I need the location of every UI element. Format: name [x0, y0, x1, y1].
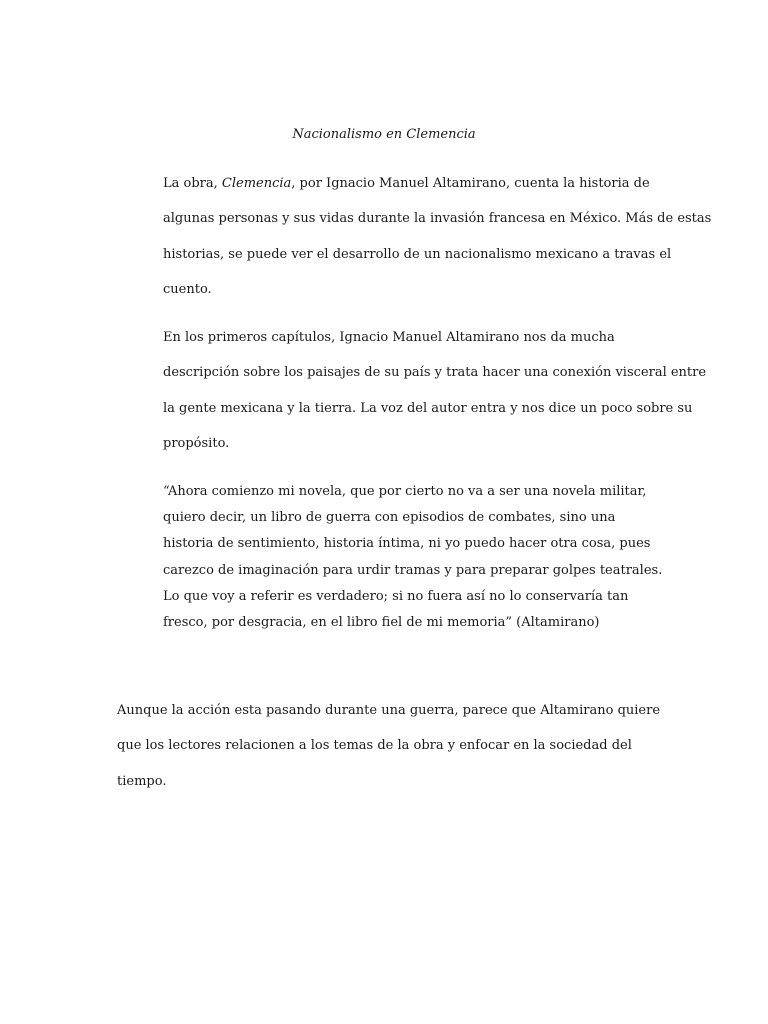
- paragraph-line: la gente mexicana y la tierra. La voz del autor entra y nos dice un poco sobre su: [163, 400, 693, 416]
- quote-line: “Ahora comienzo mi novela, que por cierto no va a ser una novela militar,: [163, 484, 647, 499]
- quote-line: historia de sentimiento, historia íntima, ni yo puedo hacer otra cosa, pues: [163, 536, 651, 552]
- paragraph-line: descripción sobre los paisajes de su país y trata hacer una conexión visceral entre: [163, 365, 707, 381]
- document-title: Nacionalismo en Clemencia: [292, 127, 476, 142]
- text-segment: , por Ignacio Manuel Altamirano, cuenta la historia de: [291, 176, 650, 191]
- text-segment: La obra,: [163, 176, 222, 191]
- block-quote: [163, 479, 663, 636]
- paragraph-conclusion: [117, 693, 661, 799]
- paragraph-line: cuento.: [163, 281, 212, 297]
- quote-line: fresco, por desgracia, en el libro fiel de mi memoria” (Altamirano): [163, 615, 600, 631]
- paragraph-line: propósito.: [163, 435, 230, 451]
- paragraph-line: [117, 166, 652, 201]
- paragraph-line: En los primeros capítulos, Ignacio Manuel Altamirano nos da mucha: [163, 330, 615, 345]
- paragraph-line: historias, se puede ver el desarrollo de un nacionalismo mexicano a travas el: [163, 246, 672, 262]
- paragraph-line: que los lectores relacionen a los temas de la obra y enfocar en la sociedad del: [117, 738, 632, 754]
- paragraph-intro: [117, 166, 712, 307]
- paragraph-chapters: [117, 320, 707, 461]
- paragraph-line: tiempo.: [117, 773, 167, 789]
- quote-line: quiero decir, un libro de guerra con episodios de combates, sino una: [163, 510, 616, 526]
- paragraph-line: Aunque la acción esta pasando durante una guerra, parece que Altamirano quiere: [117, 703, 661, 718]
- quote-line: Lo que voy a referir es verdadero; si no fuera así no lo conservaría tan: [163, 588, 629, 604]
- quote-line: carezco de imaginación para urdir tramas y para preparar golpes teatrales.: [163, 562, 663, 578]
- paragraph-line: algunas personas y sus vidas durante la invasión francesa en México. Más de estas: [163, 211, 712, 227]
- book-title-italic: Clemencia: [221, 176, 292, 191]
